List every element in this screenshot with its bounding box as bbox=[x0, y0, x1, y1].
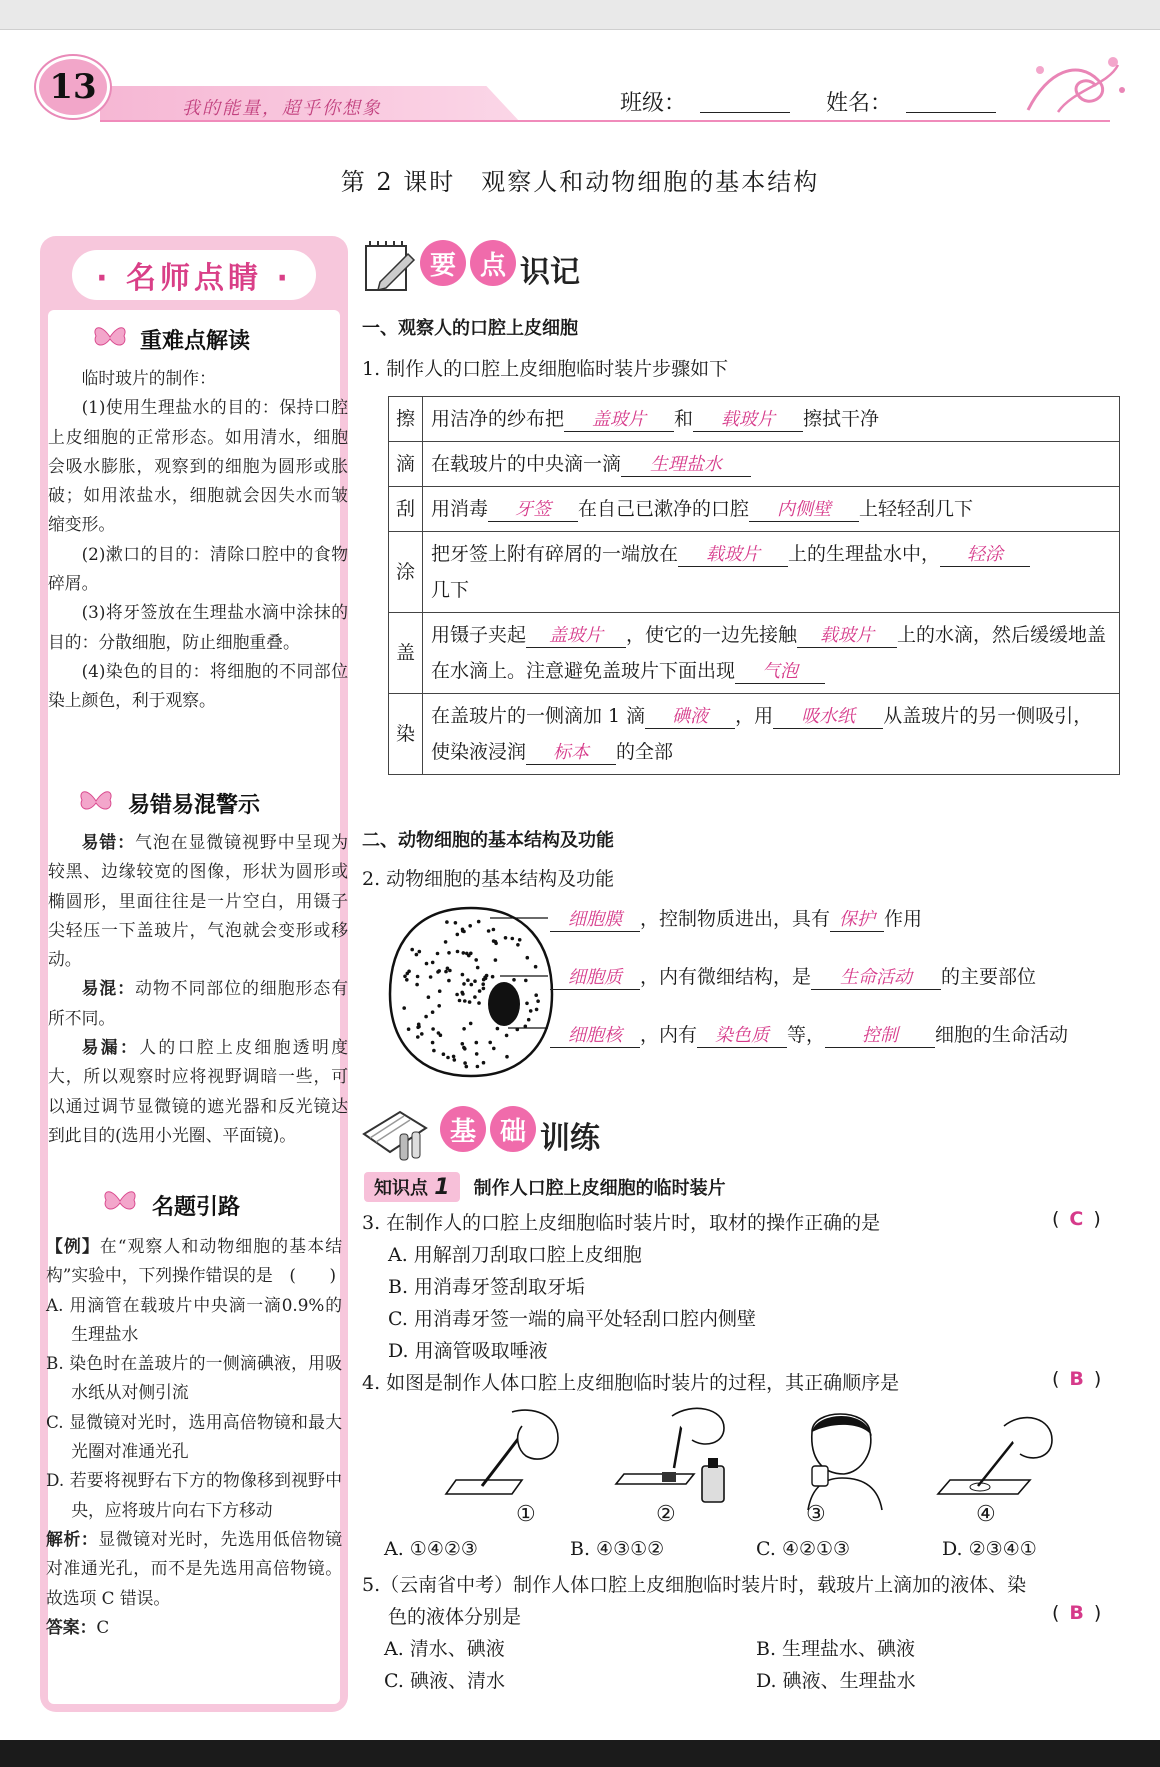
para: (3)将牙签放在生理盐水滴中涂抹的目的：分散细胞，防止细胞重叠。 bbox=[48, 602, 348, 652]
answer-bracket: ( ) bbox=[289, 1265, 336, 1286]
cytoplasm-dot bbox=[446, 967, 450, 971]
cytoplasm-dot bbox=[431, 1027, 435, 1031]
text: 的全部 bbox=[616, 741, 674, 763]
cytoplasm-dot bbox=[452, 1055, 456, 1059]
para: (1)使用生理盐水的目的：保持口腔上皮细胞的正常形态。如用清水，细胞会吸水膨胀，观察到的细胞为圆形或胀破；如用浓盐水，细胞就会因失水而皱缩变形。 bbox=[48, 397, 348, 535]
lesson-title: 第 2 课时 观察人和动物细胞的基本结构 bbox=[340, 168, 820, 196]
cytoplasm-dot bbox=[477, 1001, 481, 1005]
section-heading-2: 二、动物细胞的基本结构及功能 bbox=[362, 830, 614, 851]
cytoplasm-dot bbox=[405, 978, 409, 982]
cytoplasm-dot bbox=[461, 929, 465, 933]
knowledge-point-text: 制作人口腔上皮细胞的临时装片 bbox=[473, 1178, 726, 1199]
answer-blank: 载玻片 bbox=[678, 540, 788, 567]
option: B. 用消毒牙签刮取牙垢 bbox=[388, 1276, 586, 1298]
illustration-staining bbox=[612, 1402, 732, 1512]
cytoplasm-dot bbox=[436, 952, 440, 956]
nucleus-label bbox=[550, 1020, 1068, 1048]
answer-blank: 载玻片 bbox=[693, 405, 803, 432]
cytoplasm-dot bbox=[418, 950, 422, 954]
para: (4)染色的目的：将细胞的不同部位染上颜色，利于观察。 bbox=[48, 660, 348, 711]
header-rule bbox=[100, 120, 1110, 122]
cytoplasm-dot bbox=[431, 961, 435, 965]
cytoplasm-dot bbox=[475, 1041, 479, 1045]
cytoplasm-dot bbox=[475, 1052, 479, 1056]
text: 在盖玻片的一侧滴加 1 滴 bbox=[431, 705, 646, 727]
text: 从盖玻片的另一侧吸引，使染液浸润 bbox=[431, 705, 1093, 763]
sidebar-key-points-text bbox=[48, 364, 348, 716]
option: D. 碘液、生理盐水 bbox=[756, 1670, 916, 1692]
answer-blank: 盖玻片 bbox=[564, 405, 674, 432]
butterfly-icon bbox=[92, 322, 128, 352]
option: C. 显微镜对光时，选用高倍物镜和最大光圈对准通光孔 bbox=[46, 1411, 342, 1462]
step-text bbox=[423, 397, 1120, 442]
table-row bbox=[389, 397, 1120, 442]
cytoplasm-dot bbox=[505, 1055, 509, 1059]
step-text bbox=[423, 613, 1120, 694]
option: B. 染色时在盖玻片的一侧滴碘液，用吸水纸从对侧引流 bbox=[46, 1353, 342, 1403]
label: 易混： bbox=[81, 978, 136, 999]
sidebar-heading-key-points: 重难点解读 bbox=[140, 329, 251, 354]
cytoplasm-dot bbox=[410, 948, 414, 952]
text: 在自己已漱净的口腔 bbox=[578, 498, 750, 520]
question-3-stem: 3. 在制作人的口腔上皮细胞临时装片时，取材的操作正确的是 bbox=[362, 1212, 881, 1234]
step-key: 涂 bbox=[389, 532, 423, 613]
cytoplasm-dot bbox=[437, 1004, 441, 1008]
cytoplasm-dot bbox=[415, 953, 419, 957]
option: A. ①④②③ bbox=[384, 1538, 478, 1560]
answer-blank: 细胞核 bbox=[550, 1021, 640, 1048]
text: ，内有 bbox=[640, 1024, 698, 1046]
text: 的主要部位 bbox=[941, 966, 1037, 988]
answer-blank: 生命活动 bbox=[811, 963, 941, 990]
knowledge-point bbox=[364, 1172, 726, 1202]
answer-blank: 控制 bbox=[825, 1021, 935, 1048]
text: 用消毒 bbox=[431, 498, 489, 520]
table-row bbox=[389, 613, 1120, 694]
banner-bubble: 础 bbox=[490, 1106, 536, 1152]
question-5-stem-cont: 色的液体分别是 bbox=[388, 1606, 522, 1628]
option: A. 清水、碘液 bbox=[384, 1638, 505, 1660]
cytoplasm-dot bbox=[431, 1010, 435, 1014]
cytoplasm-dot bbox=[444, 940, 448, 944]
text: 用洁净的纱布把 bbox=[431, 408, 565, 430]
question-5-stem: 5.（云南省中考）制作人体口腔上皮细胞临时装片时，载玻片上滴加的液体、染 bbox=[362, 1574, 1027, 1596]
answer: B bbox=[1069, 1602, 1084, 1624]
option: B. ④③①② bbox=[570, 1538, 665, 1560]
text: 用镊子夹起 bbox=[431, 624, 527, 646]
class-label: 班级： bbox=[620, 91, 687, 116]
text: ，内有微细结构，是 bbox=[640, 966, 812, 988]
label: 易漏： bbox=[81, 1037, 140, 1058]
table-row bbox=[389, 442, 1120, 487]
step-text bbox=[423, 694, 1120, 775]
cytoplasm-dot bbox=[477, 920, 481, 924]
answer-blank: 标本 bbox=[526, 738, 616, 765]
answer-blank: 细胞膜 bbox=[550, 905, 640, 932]
cytoplasm-dot bbox=[420, 1032, 424, 1036]
answer: B bbox=[1069, 1368, 1084, 1390]
cytoplasm-dot bbox=[445, 920, 449, 924]
cytoplasm-dot bbox=[406, 972, 410, 976]
text: 作用 bbox=[884, 908, 923, 930]
cytoplasm-dot bbox=[462, 982, 466, 986]
para: (2)漱口的目的：清除口腔中的食物碎屑。 bbox=[48, 543, 348, 594]
text: ，用 bbox=[735, 705, 774, 727]
cytoplasm-dot bbox=[463, 999, 467, 1003]
answer-blank: 吸水纸 bbox=[773, 702, 883, 729]
text: ，控制物质进出，具有 bbox=[640, 908, 831, 930]
cytoplasm-dot bbox=[415, 983, 419, 987]
cytoplasm-dot bbox=[485, 974, 489, 978]
sidebar-heading-common-errors: 易错易混警示 bbox=[128, 793, 261, 818]
step-key: 染 bbox=[389, 694, 423, 775]
text: 几下 bbox=[431, 579, 470, 601]
cytoplasm-dot bbox=[481, 982, 485, 986]
step-key: 滴 bbox=[389, 442, 423, 487]
cytoplasm-dot bbox=[429, 975, 433, 979]
cytoplasm-dot bbox=[470, 983, 474, 987]
step-text bbox=[423, 442, 1120, 487]
cytoplasm-dot bbox=[466, 978, 470, 982]
cytoplasm-dot bbox=[455, 993, 459, 997]
text: 气泡在显微镜视野中呈现为较黑、边缘较宽的图像，形状为圆形或椭圆形，里面往往是一片空白，用镊子尖轻压一下盖玻片，气泡就会变形或移动。 bbox=[48, 832, 348, 970]
cytoplasm-dot bbox=[403, 975, 407, 979]
answer-blank: 载玻片 bbox=[797, 621, 897, 648]
answer-blank: 生理盐水 bbox=[621, 450, 751, 477]
text: 在“观察人和动物细胞的基本结构”实验中，下列操作错误的是 bbox=[46, 1236, 342, 1286]
text: 显微镜对光时，先选用低倍物镜对准通光孔，而不是先选用高倍物镜。故选项 C 错误。 bbox=[46, 1528, 342, 1608]
question-4-stem: 4. 如图是制作人体口腔上皮细胞临时装片的过程，其正确顺序是 bbox=[362, 1372, 900, 1394]
answer-blank: 染色质 bbox=[697, 1021, 787, 1048]
answer-blank: 内侧壁 bbox=[749, 495, 859, 522]
cytoplasm-dot bbox=[425, 962, 429, 966]
illustration-dropper-slide bbox=[442, 1402, 562, 1512]
cytoplasm-dot bbox=[473, 995, 477, 999]
option: C. 用消毒牙签一端的扁平处轻刮口腔内侧壁 bbox=[388, 1308, 756, 1330]
text: 上的水滴，然后缓缓地盖在水滴上。注意避免盖玻片下面出现 bbox=[431, 624, 1107, 682]
cytoplasm-dot bbox=[444, 970, 448, 974]
cytoplasm-dot bbox=[463, 1061, 467, 1065]
figure-label: ④ bbox=[976, 1502, 996, 1527]
cytoplasm-dot bbox=[458, 999, 462, 1003]
cytoplasm-dot bbox=[447, 951, 451, 955]
label: 答案： bbox=[46, 1616, 97, 1637]
text: ，使它的一边先接触 bbox=[626, 624, 798, 646]
table-row bbox=[389, 532, 1120, 613]
cytoplasm-dot bbox=[462, 1027, 466, 1031]
label-leader-lines bbox=[490, 910, 550, 1050]
cytoplasm-dot bbox=[416, 1035, 420, 1039]
text: 把牙签上附有碎屑的一端放在 bbox=[431, 543, 679, 565]
name-label: 姓名： bbox=[826, 91, 893, 116]
cytoplasm-dot bbox=[424, 1015, 428, 1019]
figure-label: ③ bbox=[806, 1502, 826, 1527]
table-row bbox=[389, 487, 1120, 532]
banner-text: 识记 bbox=[520, 255, 580, 290]
tag-number: 1 bbox=[434, 1175, 450, 1200]
question-3-answer: ( C ) bbox=[1052, 1208, 1101, 1230]
text: 上的生理盐水中， bbox=[788, 543, 941, 565]
option: A. 用滴管在载玻片中央滴一滴0.9%的生理盐水 bbox=[46, 1294, 342, 1344]
cytoplasm-dot bbox=[482, 1061, 486, 1065]
step-text bbox=[423, 487, 1120, 532]
banner-bubble: 点 bbox=[470, 240, 516, 286]
banner-basic-training bbox=[440, 1106, 600, 1168]
option: B. 生理盐水、碘液 bbox=[756, 1638, 916, 1660]
banner-key-points bbox=[420, 240, 580, 302]
illustration-toothpick-smear bbox=[934, 1402, 1054, 1512]
cytoplasm-dot bbox=[462, 1046, 466, 1050]
cytoplasm-dot bbox=[416, 975, 420, 979]
cytoplasm-dot bbox=[432, 1049, 436, 1053]
step-key: 盖 bbox=[389, 613, 423, 694]
question-2: 2. 动物细胞的基本结构及功能 bbox=[362, 868, 615, 890]
step-key: 刮 bbox=[389, 487, 423, 532]
answer-blank: 牙签 bbox=[488, 495, 578, 522]
butterfly-icon bbox=[78, 786, 114, 816]
flourish-ornament-icon bbox=[1018, 50, 1128, 120]
answer: C bbox=[1069, 1208, 1084, 1230]
cell-membrane-label bbox=[550, 904, 922, 932]
answer: C bbox=[96, 1616, 110, 1637]
figure-label: ② bbox=[656, 1502, 676, 1527]
step-key: 擦 bbox=[389, 397, 423, 442]
cytoplasm-dot bbox=[474, 958, 478, 962]
question-1: 1. 制作人的口腔上皮细胞临时装片步骤如下 bbox=[362, 358, 729, 380]
cytoplasm-dot bbox=[442, 1052, 446, 1056]
banner-bubble: 基 bbox=[440, 1106, 486, 1152]
cytoplasm-dot bbox=[482, 987, 486, 991]
cytoplasm-dot bbox=[438, 989, 442, 993]
table-row bbox=[389, 694, 1120, 775]
text: 擦拭干净 bbox=[803, 408, 880, 430]
cytoplasm-dot bbox=[476, 1065, 480, 1069]
cytoplasm-dot bbox=[461, 1042, 465, 1046]
answer-blank: 碘液 bbox=[645, 702, 735, 729]
option: D. 若要将视野右下方的物像移到视野中央，应将玻片向右下方移动 bbox=[46, 1470, 342, 1520]
cytoplasm-dot bbox=[465, 1065, 469, 1069]
cytoplasm-dot bbox=[454, 921, 458, 925]
cytoplasm-dot bbox=[431, 1041, 435, 1045]
answer-blank: 细胞质 bbox=[550, 963, 640, 990]
option: A. 用解剖刀刮取口腔上皮细胞 bbox=[388, 1244, 642, 1266]
notepad-pencil-icon bbox=[360, 238, 416, 294]
sidebar-heading-example: 名题引路 bbox=[152, 1195, 241, 1220]
cytoplasm-dot bbox=[456, 950, 460, 954]
option: C. ④②①③ bbox=[756, 1538, 851, 1560]
text: 动物不同部位的细胞形态有所不同。 bbox=[48, 978, 348, 1028]
cytoplasm-dot bbox=[467, 954, 471, 958]
cytoplasm-label bbox=[550, 962, 1036, 990]
cytoplasm-dot bbox=[461, 973, 465, 977]
text: 上轻轻刮几下 bbox=[859, 498, 974, 520]
label: 【例】 bbox=[46, 1236, 100, 1256]
option: C. 碘液、清水 bbox=[384, 1670, 505, 1692]
question-4-answer: ( B ) bbox=[1052, 1368, 1102, 1390]
slogan: 我的能量，超乎你想象 bbox=[182, 98, 382, 119]
cytoplasm-dot bbox=[427, 995, 431, 999]
section-heading-1: 一、观察人的口腔上皮细胞 bbox=[362, 318, 578, 339]
cytoplasm-dot bbox=[437, 969, 441, 973]
top-bar bbox=[0, 0, 1160, 30]
banner-text: 训练 bbox=[540, 1121, 600, 1156]
cytoplasm-dot bbox=[453, 1058, 457, 1062]
cytoplasm-dot bbox=[473, 979, 477, 983]
text: 和 bbox=[674, 408, 694, 430]
cytoplasm-dot bbox=[447, 979, 451, 983]
answer-blank: 保护 bbox=[830, 905, 884, 932]
question-5-answer: ( B ) bbox=[1052, 1602, 1102, 1624]
steps-table bbox=[388, 396, 1120, 775]
cytoplasm-dot bbox=[468, 1000, 472, 1004]
cytoplasm-dot bbox=[437, 1031, 441, 1035]
answer-blank: 轻涂 bbox=[940, 540, 1030, 567]
knowledge-point-tag bbox=[364, 1172, 460, 1202]
answer-blank: 气泡 bbox=[735, 657, 825, 684]
cytoplasm-dot bbox=[446, 1056, 450, 1060]
class-blank bbox=[700, 112, 790, 113]
page-number: 13 bbox=[36, 56, 110, 118]
name-blank bbox=[906, 112, 996, 113]
cytoplasm-dot bbox=[478, 989, 482, 993]
step-text bbox=[423, 532, 1120, 613]
cytoplasm-dot bbox=[462, 951, 466, 955]
label: 解析： bbox=[46, 1528, 99, 1549]
text: 人的口腔上皮细胞透明度大，所以观察时应将视野调暗一些，可以通过调节显微镜的遮光器和反光镜达到此目的(选用小光圈、平面镜)。 bbox=[48, 1037, 348, 1145]
figure-label: ① bbox=[516, 1502, 536, 1527]
butterfly-icon bbox=[102, 1186, 138, 1216]
cytoplasm-dot bbox=[407, 1027, 411, 1031]
sidebar-example-text bbox=[46, 1232, 342, 1642]
text: 细胞的生命活动 bbox=[935, 1024, 1069, 1046]
cytoplasm-dot bbox=[402, 1006, 406, 1010]
text: 在载玻片的中央滴一滴 bbox=[431, 453, 622, 475]
bottom-bar bbox=[0, 1740, 1160, 1767]
cytoplasm-dot bbox=[469, 1022, 473, 1026]
sidebar-title: · 名师点睛 · bbox=[72, 250, 316, 300]
option: D. 用滴管吸取唾液 bbox=[388, 1340, 548, 1362]
cytoplasm-dot bbox=[468, 924, 472, 928]
illustration-boy-rinsing bbox=[782, 1402, 902, 1512]
tag-text: 知识点 bbox=[374, 1178, 428, 1199]
cytoplasm-dot bbox=[460, 991, 464, 995]
banner-bubble: 要 bbox=[420, 240, 466, 286]
label: 易错： bbox=[81, 832, 136, 852]
cytoplasm-dot bbox=[417, 1023, 421, 1027]
option: D. ②③④① bbox=[942, 1538, 1037, 1560]
text: 等， bbox=[787, 1024, 826, 1046]
para: 临时玻片的制作： bbox=[81, 368, 216, 388]
sidebar-errors-text bbox=[48, 828, 348, 1150]
answer-blank: 盖玻片 bbox=[526, 621, 626, 648]
cytoplasm-dot bbox=[476, 966, 480, 970]
notebook-pens-icon bbox=[360, 1104, 432, 1162]
cytoplasm-dot bbox=[456, 933, 460, 937]
